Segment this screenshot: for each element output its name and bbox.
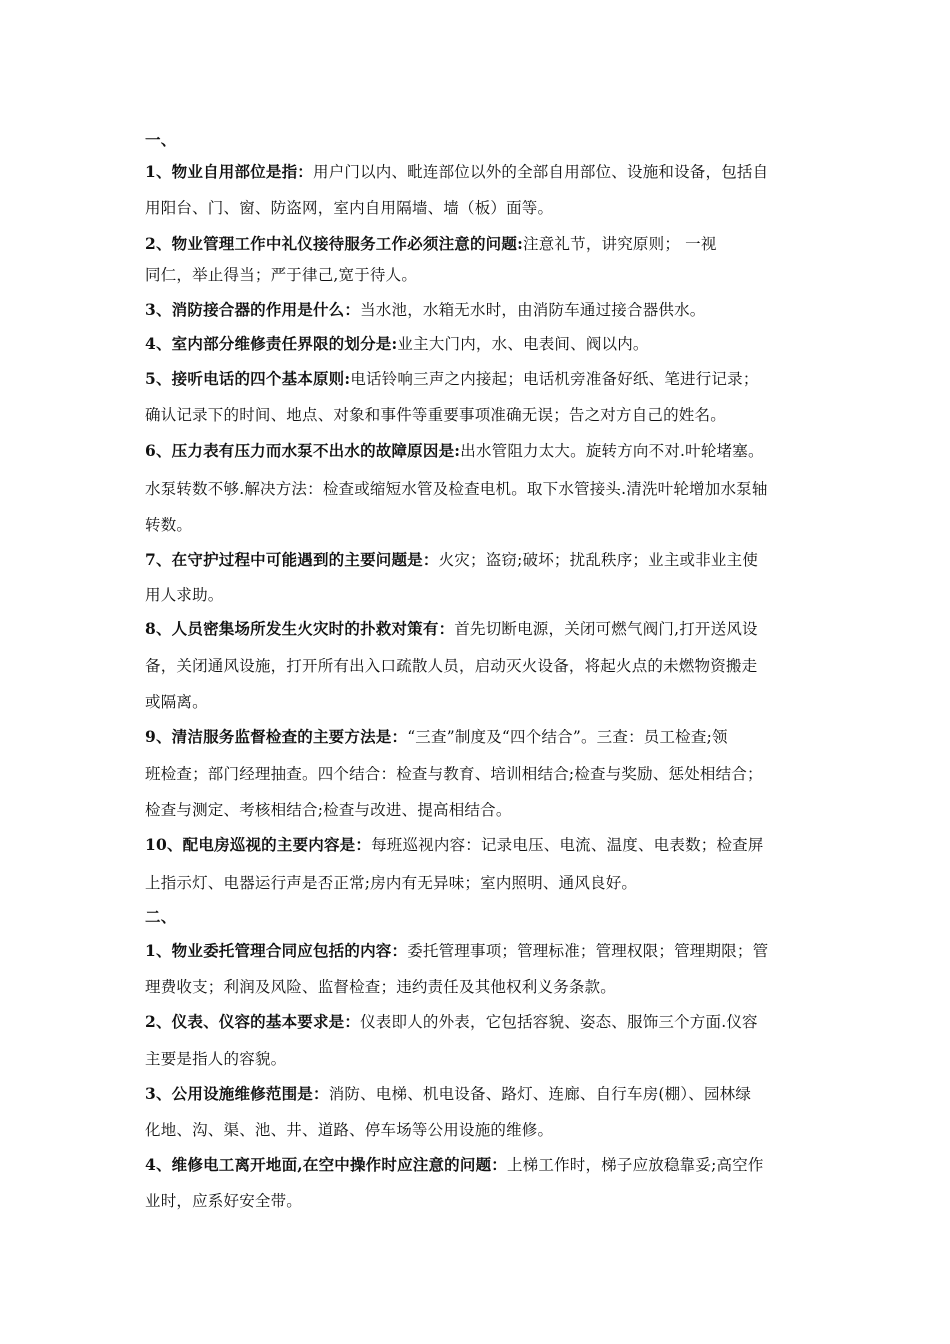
item-9-line-2: 班检查；部门经理抽查。四个结合：检查与教育、培训相结合;检查与奖励、惩处相结合； — [145, 765, 763, 783]
item-9-line-1 — [145, 725, 728, 747]
item-8-line-2: 备，关闭通风设施，打开所有出入口疏散人员，启动灭火设备，将起火点的未燃物资搬走 — [145, 657, 758, 675]
item-4-question: 4、室内部分维修责任界限的划分是: — [145, 334, 398, 353]
item-3-line-1 — [145, 298, 706, 320]
item-7-answer: 火灾；盗窃;破坏；扰乱秩序；业主或非业主使 — [438, 551, 759, 569]
item-7-line-1 — [145, 548, 758, 570]
s2-item-2-line-1 — [145, 1010, 758, 1032]
item-4-line-1 — [145, 332, 649, 354]
item-9-line-3: 检查与测定、考核相结合;检查与改进、提高相结合。 — [145, 801, 512, 819]
item-1-line-2: 用阳台、门、窗、防盗网，室内自用隔墙、墙（板）面等。 — [145, 199, 554, 217]
s2-item-4-question: 4、维修电工离开地面,在空中操作时应注意的问题： — [145, 1155, 507, 1174]
section-heading: 二、 — [145, 907, 177, 926]
item-5-question: 5、接听电话的四个基本原则: — [145, 369, 351, 388]
item-2-question: 2、物业管理工作中礼仪接待服务工作必须注意的问题: — [145, 234, 524, 253]
item-10-answer: 每班巡视内容：记录电压、电流、温度、电表数；检查屏 — [371, 836, 764, 854]
item-9-answer: “三查”制度及“四个结合”。三查：员工检查;领 — [407, 728, 728, 746]
item-6-line-2: 水泵转数不够.解决方法：检查或缩短水管及检查电机。取下水管接头.清洗叶轮增加水泵轴 — [145, 480, 768, 498]
s2-item-4-line-2: 业时，应系好安全带。 — [145, 1192, 303, 1210]
item-10-line-2: 上指示灯、电器运行声是否正常;房内有无异味；室内照明、通风良好。 — [145, 874, 638, 892]
item-5-line-2: 确认记录下的时间、地点、对象和事件等重要事项准确无误；告之对方自己的姓名。 — [145, 406, 726, 424]
item-2-line-2: 同仁，举止得当；严于律己,宽于待人。 — [145, 266, 418, 284]
item-3-question: 3、消防接合器的作用是什么： — [145, 300, 361, 319]
item-5-line-1 — [145, 367, 759, 389]
item-3-answer: 当水池，水箱无水时，由消防车通过接合器供水。 — [360, 301, 706, 319]
item-9-question: 9、清洁服务监督检查的主要方法是： — [145, 727, 408, 746]
item-1-line-1 — [145, 160, 768, 182]
s2-item-2-answer: 仪表即人的外表，它包括容貌、姿态、服饰三个方面.仪容 — [360, 1013, 758, 1031]
item-6-question: 6、压力表有压力而水泵不出水的故障原因是: — [145, 441, 461, 460]
item-1-question: 1、物业自用部位是指： — [145, 162, 313, 181]
s2-item-2-question: 2、仪表、仪容的基本要求是： — [145, 1012, 361, 1031]
s2-item-3-question: 3、公用设施维修范围是： — [145, 1084, 329, 1103]
item-8-answer: 首先切断电源，关闭可燃气阀门,打开送风设 — [454, 620, 758, 638]
item-8-line-1 — [145, 617, 758, 639]
item-6-line-3: 转数。 — [145, 516, 193, 534]
s2-item-3-answer: 消防、电梯、机电设备、路灯、连廊、自行车房(棚）、园林绿 — [328, 1085, 752, 1103]
s2-item-3-line-1 — [145, 1082, 751, 1104]
item-2-line-1 — [145, 232, 717, 254]
item-7-question: 7、在守护过程中可能遇到的主要问题是： — [145, 550, 439, 569]
s2-item-3-line-2: 化地、沟、渠、池、井、道路、停车场等公用设施的维修。 — [145, 1121, 554, 1139]
s2-item-1-question: 1、物业委托管理合同应包括的内容： — [145, 941, 408, 960]
item-5-answer: 电话铃响三声之内接起；电话机旁准备好纸、笔进行记录； — [350, 370, 759, 388]
item-6-line-1 — [145, 439, 764, 461]
item-6-answer: 出水管阻力太大。旋转方向不对.叶轮堵塞。 — [460, 442, 764, 460]
s2-item-4-line-1 — [145, 1153, 764, 1175]
item-8-question: 8、人员密集场所发生火灾时的扑救对策有： — [145, 619, 455, 638]
s2-item-1-line-1 — [145, 939, 768, 961]
item-10-question: 10、配电房巡视的主要内容是： — [145, 835, 372, 854]
item-10-line-1 — [145, 833, 764, 855]
s2-item-1-line-2: 理费收支；利润及风险、监督检查；违约责任及其他权利义务条款。 — [145, 978, 617, 996]
section-heading: 一、 — [145, 130, 177, 149]
item-7-line-2: 用人求助。 — [145, 586, 224, 604]
item-2-answer: 注意礼节，讲究原则； 一视 — [523, 235, 717, 253]
item-1-answer: 用户门以内、毗连部位以外的全部自用部位、设施和设备，包括自 — [313, 163, 769, 181]
s2-item-4-answer: 上梯工作时，梯子应放稳靠妥;高空作 — [506, 1156, 764, 1174]
item-4-answer: 业主大门内，水、电表间、阀以内。 — [397, 335, 649, 353]
item-8-line-3: 或隔离。 — [145, 693, 208, 711]
s2-item-1-answer: 委托管理事项；管理标准；管理权限；管理期限；管 — [407, 942, 769, 960]
s2-item-2-line-2: 主要是指人的容貌。 — [145, 1050, 287, 1068]
